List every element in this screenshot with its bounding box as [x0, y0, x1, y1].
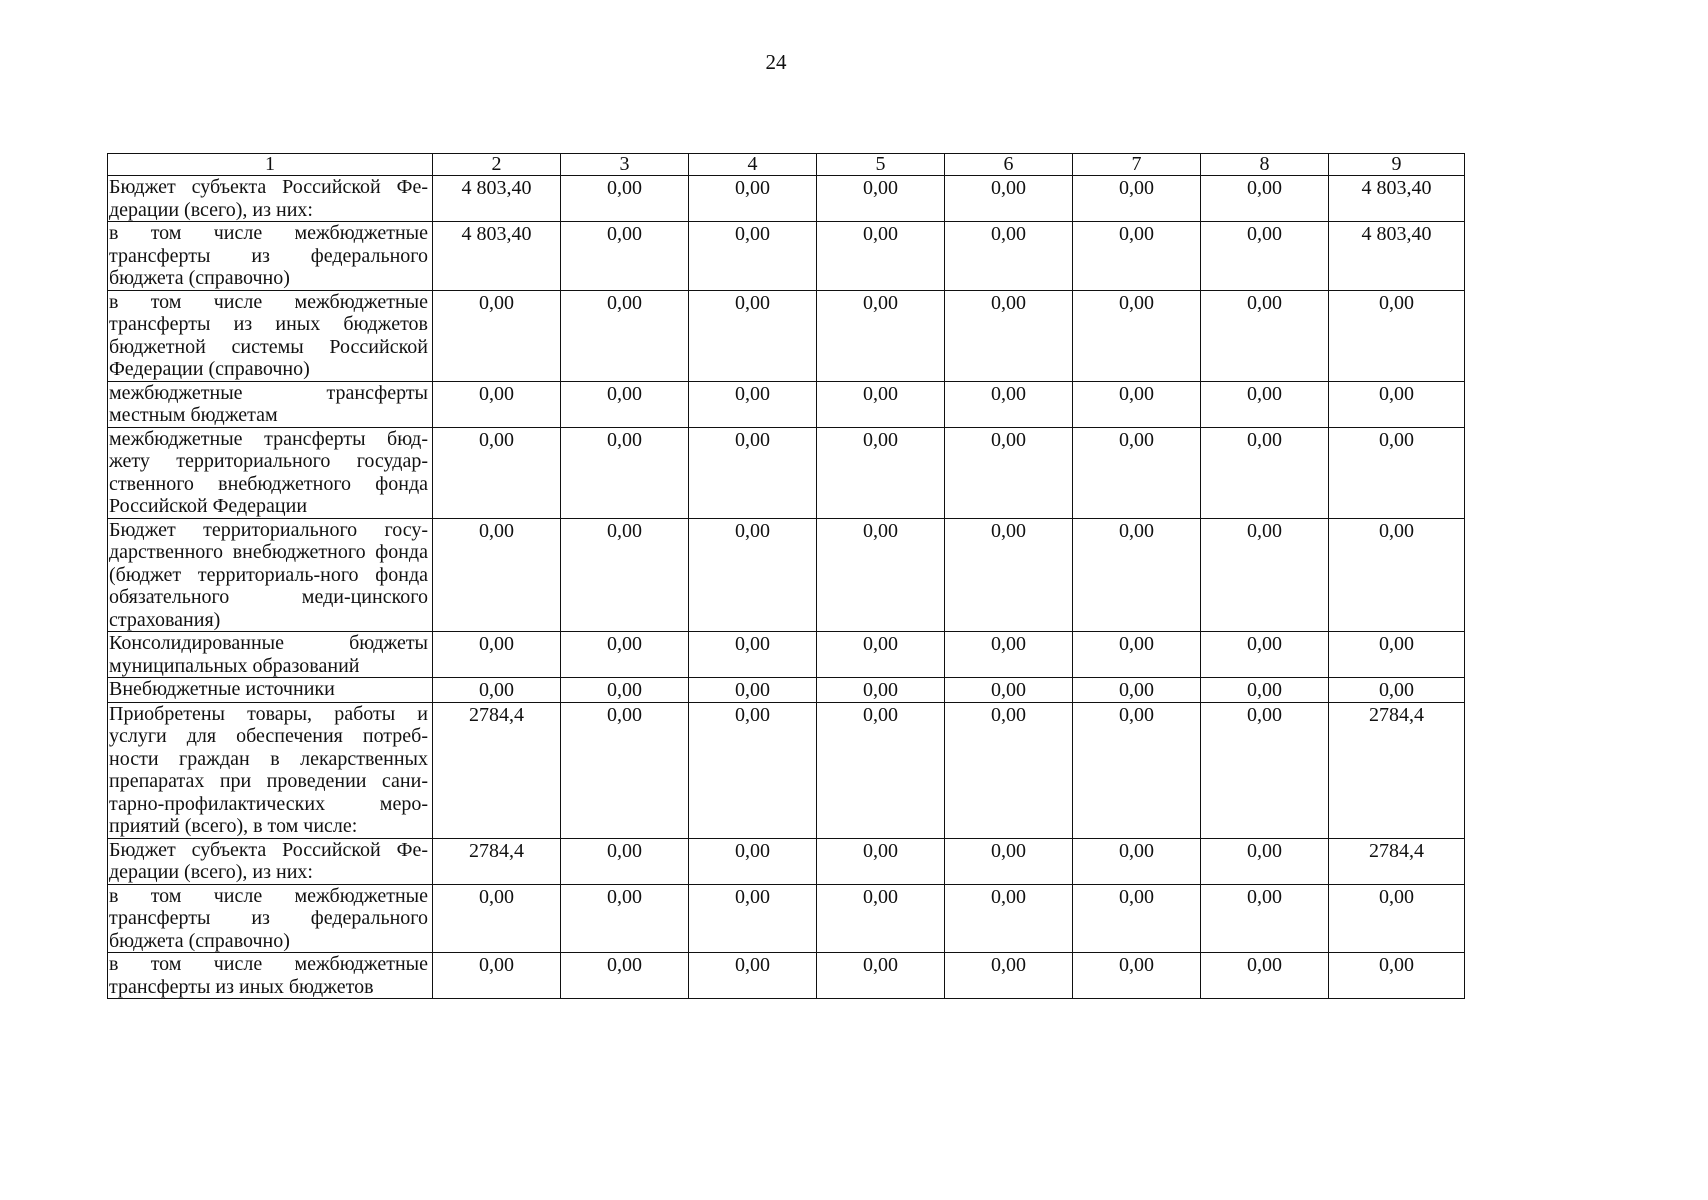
value-cell-col-4: 0,00 [689, 678, 817, 703]
value-cell-col-8: 0,00 [1201, 222, 1329, 291]
column-header-6: 6 [945, 154, 1073, 176]
value-cell-col-6: 0,00 [945, 518, 1073, 632]
column-header-3: 3 [561, 154, 689, 176]
column-header-9: 9 [1329, 154, 1465, 176]
budget-table [107, 153, 1465, 999]
value-cell-col-3: 0,00 [561, 222, 689, 291]
value-cell-col-9: 0,00 [1329, 678, 1465, 703]
value-cell-col-5: 0,00 [817, 381, 945, 427]
value-cell-col-7: 0,00 [1073, 381, 1201, 427]
value-cell-col-3: 0,00 [561, 518, 689, 632]
value-cell-col-6: 0,00 [945, 953, 1073, 999]
row-label: межбюджетные трансферты местным бюджетам [108, 381, 433, 427]
value-cell-col-9: 4 803,40 [1329, 222, 1465, 291]
value-cell-col-8: 0,00 [1201, 632, 1329, 678]
row-label: в том числе межбюджетные трансферты из федерального бюджета (справочно) [108, 222, 433, 291]
table-row [108, 702, 1465, 838]
table-row [108, 222, 1465, 291]
row-label: в том числе межбюджетные трансферты из федерального бюджета (справочно) [108, 884, 433, 953]
value-cell-col-2: 2784,4 [433, 838, 561, 884]
value-cell-col-6: 0,00 [945, 632, 1073, 678]
value-cell-col-3: 0,00 [561, 678, 689, 703]
value-cell-col-5: 0,00 [817, 953, 945, 999]
value-cell-col-8: 0,00 [1201, 702, 1329, 838]
value-cell-col-9: 0,00 [1329, 632, 1465, 678]
value-cell-col-3: 0,00 [561, 632, 689, 678]
column-header-7: 7 [1073, 154, 1201, 176]
value-cell-col-3: 0,00 [561, 381, 689, 427]
value-cell-col-3: 0,00 [561, 838, 689, 884]
table-row [108, 953, 1465, 999]
value-cell-col-3: 0,00 [561, 702, 689, 838]
value-cell-col-7: 0,00 [1073, 632, 1201, 678]
table-row [108, 290, 1465, 381]
row-label: Внебюджетные источники [108, 678, 433, 703]
value-cell-col-5: 0,00 [817, 678, 945, 703]
value-cell-col-2: 2784,4 [433, 702, 561, 838]
value-cell-col-2: 4 803,40 [433, 176, 561, 222]
value-cell-col-9: 0,00 [1329, 884, 1465, 953]
column-header-1: 1 [108, 154, 433, 176]
value-cell-col-7: 0,00 [1073, 518, 1201, 632]
value-cell-col-5: 0,00 [817, 290, 945, 381]
value-cell-col-3: 0,00 [561, 290, 689, 381]
value-cell-col-7: 0,00 [1073, 427, 1201, 518]
value-cell-col-2: 0,00 [433, 381, 561, 427]
row-label: Бюджет территориального госу-дарственного внебюджетного фонда (бюджет территориаль-ного фонда обязательного меди-цинского страхования) [108, 518, 433, 632]
value-cell-col-7: 0,00 [1073, 678, 1201, 703]
value-cell-col-5: 0,00 [817, 884, 945, 953]
value-cell-col-8: 0,00 [1201, 838, 1329, 884]
value-cell-col-8: 0,00 [1201, 176, 1329, 222]
value-cell-col-3: 0,00 [561, 884, 689, 953]
table-row [108, 381, 1465, 427]
value-cell-col-2: 0,00 [433, 678, 561, 703]
value-cell-col-8: 0,00 [1201, 290, 1329, 381]
value-cell-col-8: 0,00 [1201, 427, 1329, 518]
table-row [108, 518, 1465, 632]
value-cell-col-5: 0,00 [817, 632, 945, 678]
value-cell-col-9: 0,00 [1329, 953, 1465, 999]
value-cell-col-4: 0,00 [689, 427, 817, 518]
value-cell-col-7: 0,00 [1073, 702, 1201, 838]
value-cell-col-8: 0,00 [1201, 884, 1329, 953]
value-cell-col-8: 0,00 [1201, 678, 1329, 703]
value-cell-col-6: 0,00 [945, 176, 1073, 222]
row-label: в том числе межбюджетные трансферты из иных бюджетов [108, 953, 433, 999]
value-cell-col-7: 0,00 [1073, 176, 1201, 222]
value-cell-col-6: 0,00 [945, 678, 1073, 703]
value-cell-col-4: 0,00 [689, 953, 817, 999]
column-header-4: 4 [689, 154, 817, 176]
column-header-2: 2 [433, 154, 561, 176]
value-cell-col-6: 0,00 [945, 427, 1073, 518]
value-cell-col-4: 0,00 [689, 838, 817, 884]
table-row [108, 884, 1465, 953]
value-cell-col-6: 0,00 [945, 290, 1073, 381]
table-row [108, 632, 1465, 678]
value-cell-col-5: 0,00 [817, 702, 945, 838]
value-cell-col-6: 0,00 [945, 838, 1073, 884]
value-cell-col-3: 0,00 [561, 953, 689, 999]
value-cell-col-3: 0,00 [561, 176, 689, 222]
value-cell-col-9: 0,00 [1329, 518, 1465, 632]
row-label: в том числе межбюджетные трансферты из иных бюджетов бюджетной системы Российской Федерации (справочно) [108, 290, 433, 381]
row-label: Бюджет субъекта Российской Фе-дерации (всего), из них: [108, 838, 433, 884]
value-cell-col-4: 0,00 [689, 176, 817, 222]
value-cell-col-6: 0,00 [945, 381, 1073, 427]
column-header-5: 5 [817, 154, 945, 176]
value-cell-col-2: 4 803,40 [433, 222, 561, 291]
value-cell-col-2: 0,00 [433, 884, 561, 953]
value-cell-col-9: 0,00 [1329, 290, 1465, 381]
value-cell-col-8: 0,00 [1201, 953, 1329, 999]
row-label: межбюджетные трансферты бюд-жету территориального государ-ственного внебюджетного фонда Российской Федерации [108, 427, 433, 518]
row-label: Бюджет субъекта Российской Фе-дерации (всего), из них: [108, 176, 433, 222]
value-cell-col-4: 0,00 [689, 518, 817, 632]
value-cell-col-8: 0,00 [1201, 518, 1329, 632]
value-cell-col-4: 0,00 [689, 222, 817, 291]
value-cell-col-6: 0,00 [945, 702, 1073, 838]
value-cell-col-5: 0,00 [817, 222, 945, 291]
value-cell-col-7: 0,00 [1073, 290, 1201, 381]
table-body [108, 176, 1465, 999]
value-cell-col-4: 0,00 [689, 884, 817, 953]
value-cell-col-5: 0,00 [817, 427, 945, 518]
value-cell-col-7: 0,00 [1073, 222, 1201, 291]
value-cell-col-2: 0,00 [433, 953, 561, 999]
value-cell-col-2: 0,00 [433, 290, 561, 381]
value-cell-col-9: 0,00 [1329, 427, 1465, 518]
value-cell-col-4: 0,00 [689, 381, 817, 427]
value-cell-col-9: 4 803,40 [1329, 176, 1465, 222]
value-cell-col-7: 0,00 [1073, 953, 1201, 999]
table-row [108, 176, 1465, 222]
table-header [108, 154, 1465, 176]
header-row [108, 154, 1465, 176]
row-label: Консолидированные бюджеты муниципальных образований [108, 632, 433, 678]
table-row [108, 678, 1465, 703]
value-cell-col-4: 0,00 [689, 632, 817, 678]
value-cell-col-5: 0,00 [817, 518, 945, 632]
value-cell-col-6: 0,00 [945, 884, 1073, 953]
value-cell-col-9: 0,00 [1329, 381, 1465, 427]
value-cell-col-6: 0,00 [945, 222, 1073, 291]
table-row [108, 427, 1465, 518]
value-cell-col-4: 0,00 [689, 702, 817, 838]
value-cell-col-7: 0,00 [1073, 838, 1201, 884]
value-cell-col-3: 0,00 [561, 427, 689, 518]
value-cell-col-2: 0,00 [433, 427, 561, 518]
value-cell-col-8: 0,00 [1201, 381, 1329, 427]
value-cell-col-2: 0,00 [433, 518, 561, 632]
value-cell-col-2: 0,00 [433, 632, 561, 678]
table-row [108, 838, 1465, 884]
page-number: 24 [765, 50, 787, 74]
row-label: Приобретены товары, работы и услуги для обеспечения потреб-ности граждан в лекарственных препаратах при проведении сани-тарно-профилактических меро-приятий (всего), в том числе: [108, 702, 433, 838]
column-header-8: 8 [1201, 154, 1329, 176]
value-cell-col-9: 2784,4 [1329, 838, 1465, 884]
value-cell-col-5: 0,00 [817, 176, 945, 222]
value-cell-col-4: 0,00 [689, 290, 817, 381]
value-cell-col-9: 2784,4 [1329, 702, 1465, 838]
value-cell-col-7: 0,00 [1073, 884, 1201, 953]
value-cell-col-5: 0,00 [817, 838, 945, 884]
